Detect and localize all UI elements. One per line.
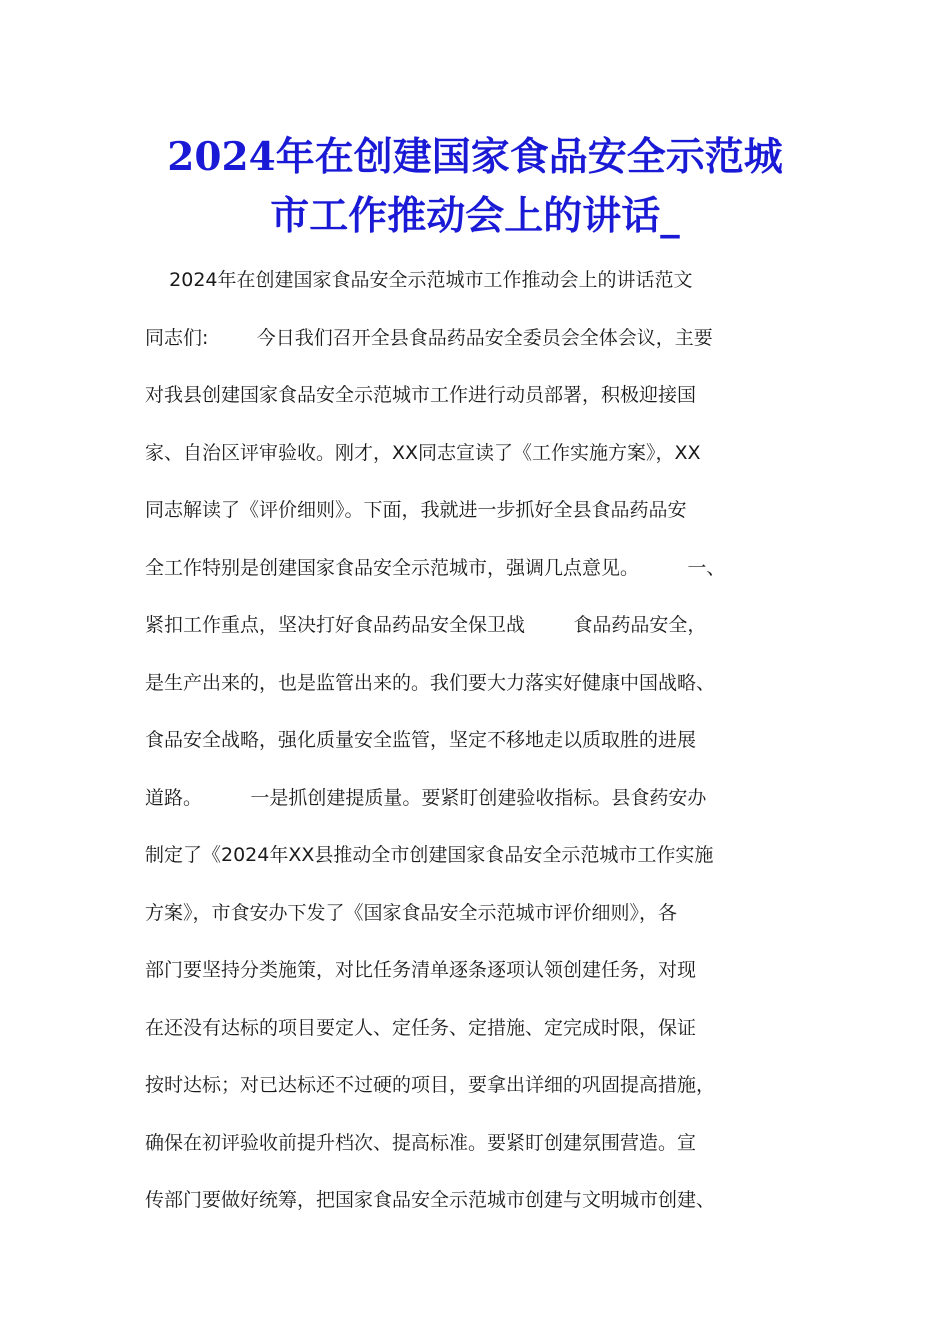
body-line: 紧扣工作重点，坚决打好食品药品安全保卫战 食品药品安全，	[145, 614, 707, 636]
title-line-2: 市工作推动会上的讲话_	[270, 193, 680, 239]
body-line: 传部门要做好统筹，把国家食品安全示范城市创建与文明城市创建、	[145, 1189, 716, 1211]
body-line: 在还没有达标的项目要定人、定任务、定措施、定完成时限，保证	[145, 1016, 697, 1039]
body-line: 家、自治区评审验收。刚才，XX同志宣读了《工作实施方案》，XX	[145, 441, 701, 464]
body-line: 方案》，市食安办下发了《国家食品安全示范城市评价细则》，各	[145, 901, 678, 924]
body-line: 食品安全战略，强化质量安全监管，坚定不移地走以质取胜的进展	[145, 729, 697, 751]
title-line-1: 2024年在创建国家食品安全示范城	[167, 134, 783, 180]
body-line: 确保在初评验收前提升档次、提高标准。要紧盯创建氛围营造。宣	[145, 1131, 697, 1154]
document-body	[145, 258, 825, 1236]
body-line: 是生产出来的，也是监管出来的。我们要大力落实好健康中国战略、	[145, 671, 716, 694]
document-title	[140, 128, 810, 246]
body-line: 同志解读了《评价细则》。下面，我就进一步抓好全县食品药品安	[145, 499, 687, 521]
body-line: 道路。 一是抓创建提质量。要紧盯创建验收指标。县食药安办	[145, 786, 707, 809]
body-line: 制定了《2024年XX县推动全市创建国家食品安全示范城市工作实施	[145, 844, 714, 866]
body-line: 同志们: 今日我们召开全县食品药品安全委员会全体会议，主要	[145, 326, 713, 349]
body-line: 部门要坚持分类施策，对比任务清单逐条逐项认领创建任务，对现	[145, 959, 697, 981]
body-line: 2024年在创建国家食品安全示范城市工作推动会上的讲话范文	[145, 269, 693, 291]
body-line: 全工作特别是创建国家食品安全示范城市，强调几点意见。 一、	[145, 556, 726, 579]
body-line: 对我县创建国家食品安全示范城市工作进行动员部署，积极迎接国	[145, 384, 697, 406]
body-line: 按时达标；对已达标还不过硬的项目，要拿出详细的巩固提高措施，	[145, 1074, 716, 1096]
